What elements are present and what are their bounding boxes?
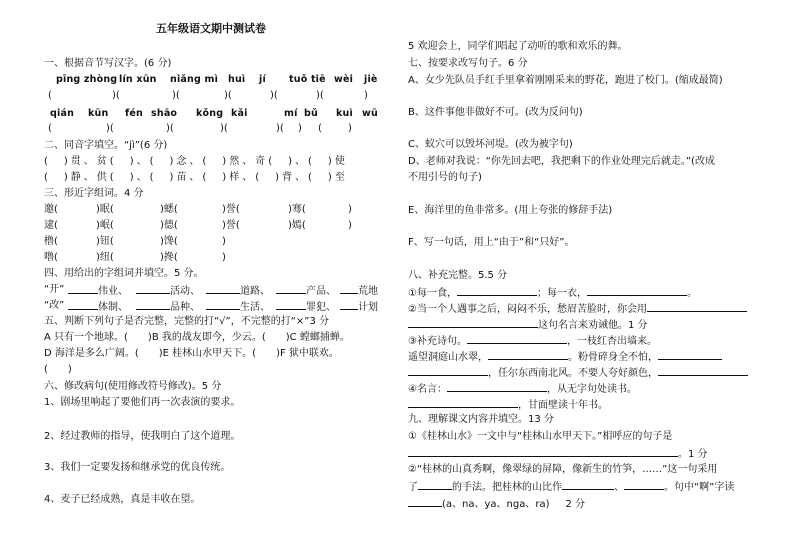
pinyin: shāo bbox=[151, 108, 178, 119]
char-cell: ) bbox=[348, 204, 352, 215]
blank-line[interactable] bbox=[276, 299, 306, 310]
pinyin: huì bbox=[228, 74, 246, 85]
answer-bracket: )( bbox=[220, 123, 228, 134]
fill-text: ；每一衣， bbox=[536, 288, 587, 299]
answer-bracket: ) bbox=[298, 123, 302, 134]
word-option: 伟业、 bbox=[98, 286, 128, 297]
section-6-heading: 六、修改病句(使用修改符号修改)。5 分 bbox=[44, 381, 222, 392]
homophone-row: ( )贯、贫( )、( )念、( )然、奇( )、( )使 bbox=[44, 156, 348, 167]
pinyin: mí bbox=[284, 108, 298, 119]
blank-line[interactable] bbox=[408, 317, 538, 328]
pinyin: jí bbox=[259, 74, 266, 85]
answer-bracket: )( bbox=[172, 90, 180, 101]
section-5-heading: 五、判断下列句子是否完整，完整的打“√”，不完整的打“×”3 分 bbox=[44, 316, 330, 327]
fill-text: ，任尔东西南北风。 bbox=[488, 368, 578, 379]
blank-line[interactable] bbox=[587, 285, 687, 296]
answer-bracket: )( bbox=[224, 90, 232, 101]
rewrite-task: E、海洋里的鱼非常多。(用上夸张的修辞手法) bbox=[408, 205, 613, 216]
answer-bracket: )( bbox=[112, 90, 120, 101]
pinyin: wū bbox=[362, 108, 378, 119]
char-cell: )德( bbox=[160, 220, 178, 231]
pinyin: jiè bbox=[364, 74, 378, 85]
blank-line[interactable] bbox=[136, 283, 170, 294]
comprehension-text: 。句中“啊”字读 bbox=[664, 482, 735, 493]
char-cell: 橹( bbox=[44, 236, 58, 247]
blank-line[interactable] bbox=[562, 479, 614, 490]
word-prefix: “开” bbox=[44, 284, 65, 295]
blank-line[interactable] bbox=[276, 283, 306, 294]
pinyin: fén bbox=[125, 108, 143, 119]
pinyin: kūn bbox=[88, 108, 109, 119]
word-prefix: “改” bbox=[44, 300, 65, 311]
char-cell: )嫣( bbox=[288, 220, 306, 231]
char-cell: ) bbox=[222, 236, 226, 247]
char-cell: )蟋( bbox=[160, 204, 178, 215]
fill-text: ①每一食， bbox=[408, 288, 457, 299]
word-option: 活动、 bbox=[170, 286, 200, 297]
blank-line[interactable] bbox=[68, 283, 98, 294]
fill-text: 。 bbox=[686, 288, 697, 299]
answer-bracket: )( bbox=[276, 123, 284, 134]
section-4-heading: 四、用给出的字组词并填空。5 分。 bbox=[44, 268, 204, 279]
blank-line[interactable] bbox=[408, 446, 678, 457]
pinyin: tuǒ tiē bbox=[289, 74, 326, 85]
blank-line[interactable] bbox=[658, 349, 722, 360]
blank-line[interactable] bbox=[624, 479, 664, 490]
blank-line[interactable] bbox=[408, 397, 518, 408]
word-option: 荒地 bbox=[358, 286, 378, 297]
answer-bracket: )( bbox=[106, 123, 114, 134]
exam-title: 五年级语文期中测试卷 bbox=[156, 22, 266, 35]
section-9-heading: 九、理解课文内容并填空。13 分 bbox=[408, 414, 554, 425]
fill-text: ③补充诗句。 bbox=[408, 336, 467, 347]
answer-bracket: )( bbox=[316, 90, 324, 101]
blank-line[interactable] bbox=[457, 285, 537, 296]
section-2-heading: 二、同音字填空。“jì”(6 分) bbox=[44, 140, 168, 151]
char-cell: )骞( bbox=[288, 204, 306, 215]
sick-sentence: 5 欢迎会上，同学们唱起了动听的歌和欢乐的舞。 bbox=[408, 41, 628, 52]
rewrite-task: A、女少先队员手红手里拿着刚刚采来的野花，跑进了校门。(缩成最简) bbox=[408, 75, 723, 86]
char-cell: 邀( bbox=[44, 204, 58, 215]
sick-sentence: 2、经过教师的指导，使我明白了这个道理。 bbox=[44, 431, 241, 442]
judgement-row: D 海洋是多么广阔。( )E 桂林山水甲天下。( )F 狱中联欢。 bbox=[44, 348, 339, 359]
pinyin: pīng zhòng bbox=[56, 74, 118, 85]
blank-line[interactable] bbox=[408, 496, 442, 507]
section-3-heading: 三、形近字组词。4 分 bbox=[44, 188, 144, 199]
pinyin: lín xūn bbox=[119, 74, 157, 85]
word-option: 体制、 bbox=[98, 302, 128, 313]
comprehension-text: ①《桂林山水》一文中与“桂林山水甲天下。”相呼应的句子是 bbox=[408, 431, 673, 442]
sick-sentence: 1、剧场里响起了要他们再一次表演的要求。 bbox=[44, 397, 241, 408]
blank-line[interactable] bbox=[68, 299, 98, 310]
char-cell: ) bbox=[222, 252, 226, 263]
comprehension-text: 2 分 bbox=[565, 499, 586, 510]
word-option: 品种、 bbox=[170, 302, 200, 313]
fill-text: 。粉骨碎身全不怕， bbox=[568, 352, 658, 363]
blank-line[interactable] bbox=[340, 283, 358, 294]
fill-text: 遥望洞庭山水翠， bbox=[408, 352, 488, 363]
fill-text: 不要人夸好颜色， bbox=[578, 368, 658, 379]
blank-line[interactable] bbox=[408, 365, 488, 376]
pinyin: kǒng bbox=[196, 108, 224, 119]
comprehension-text: ②“桂林的山真秀啊，像翠绿的屏障，像新生的竹笋，……”这一句采用 bbox=[408, 464, 718, 475]
rewrite-task: B、这件事他非做好不可。(改为反问句) bbox=[408, 107, 583, 118]
blank-line[interactable] bbox=[340, 299, 358, 310]
pinyin: qián bbox=[50, 108, 75, 119]
char-cell: )馋( bbox=[160, 236, 178, 247]
char-cell: ) bbox=[348, 220, 352, 231]
char-cell: )钮( bbox=[96, 236, 114, 247]
char-cell: 逮( bbox=[44, 220, 58, 231]
blank-line[interactable] bbox=[418, 479, 452, 490]
judgement-row: ( ) bbox=[44, 364, 72, 375]
fill-text: ，一枝红杏出墙来。 bbox=[566, 336, 657, 347]
word-option: 产品、 bbox=[306, 286, 336, 297]
rewrite-task: F、写一句话，用上“由于”和“只好”。 bbox=[408, 237, 575, 248]
word-option: 计划 bbox=[358, 302, 378, 313]
answer-bracket: ) bbox=[348, 123, 352, 134]
sick-sentence: 4、麦子已经成熟，真是丰收在望。 bbox=[44, 494, 201, 505]
blank-line[interactable] bbox=[488, 349, 568, 360]
judgement-row: A 只有一个地球。( )B 我的战友即今，少云。( )C 螳螂捕蝉。 bbox=[44, 332, 350, 343]
section-7-heading: 七、按要求改写句子。6 分 bbox=[408, 58, 528, 69]
char-cell: )纽( bbox=[96, 252, 114, 263]
blank-line[interactable] bbox=[206, 283, 240, 294]
answer-bracket: ) bbox=[364, 90, 368, 101]
char-cell: )岷( bbox=[96, 220, 114, 231]
sick-sentence: 3、我们一定要发扬和继承党的优良传统。 bbox=[44, 462, 231, 473]
blank-line[interactable] bbox=[136, 299, 170, 310]
pinyin: kuì bbox=[336, 108, 353, 119]
blank-line[interactable] bbox=[447, 381, 547, 392]
answer-bracket: ( bbox=[48, 90, 52, 101]
char-cell: )眠( bbox=[96, 204, 114, 215]
fill-text: 这句名言来劝诫他。1 分 bbox=[538, 320, 648, 331]
pinyin: bǔ bbox=[304, 108, 318, 119]
comprehension-text: 、 bbox=[614, 482, 624, 493]
blank-line[interactable] bbox=[206, 299, 240, 310]
fill-text: ，甘面壁读十年书。 bbox=[518, 400, 608, 411]
homophone-row: ( )静、供( )、( )苗、( )样、( )背、( )至 bbox=[44, 172, 348, 183]
answer-bracket: )( bbox=[166, 123, 174, 134]
section-8-heading: 八、补充完整。5.5 分 bbox=[408, 270, 508, 281]
fill-text: ④名言： bbox=[408, 384, 447, 395]
rewrite-task: D、老师对我说：“你先回去吧，我把剩下的作业处理完后就走。”(改成 bbox=[408, 156, 715, 167]
comprehension-text: 的手法。把桂林的山比作 bbox=[452, 482, 562, 493]
word-option: 生活、 bbox=[240, 302, 270, 313]
pinyin: niǎng mì bbox=[170, 74, 219, 85]
word-option: 道路、 bbox=[240, 286, 270, 297]
comprehension-text: 了 bbox=[408, 482, 418, 493]
char-cell: )誉( bbox=[222, 204, 240, 215]
fill-text: ，从无字句处读书。 bbox=[546, 384, 637, 395]
pinyin: kǎi bbox=[231, 108, 248, 119]
comprehension-text: 。1 分 bbox=[678, 449, 708, 460]
answer-bracket: ( bbox=[318, 123, 322, 134]
answer-bracket: ( bbox=[48, 123, 52, 134]
fill-text: ②当一个人遇事之后，闷闷不乐，愁眉苦脸时，你会用 bbox=[408, 304, 647, 315]
char-cell: 噜( bbox=[44, 252, 58, 263]
pinyin: wèi bbox=[334, 74, 354, 85]
word-option: 罪犯、 bbox=[306, 302, 336, 313]
section-1-heading: 一、根据音节写汉字。(6 分) bbox=[44, 58, 172, 69]
comprehension-text: (a、na、ya、nga、ra) bbox=[442, 499, 550, 510]
char-cell: )誉( bbox=[222, 220, 240, 231]
rewrite-task: C、蚁穴可以毁坏河堤。(改为被字句) bbox=[408, 139, 573, 150]
rewrite-task: 不用引号的句子) bbox=[408, 172, 482, 183]
char-cell: )搀( bbox=[160, 252, 178, 263]
blank-line[interactable] bbox=[647, 301, 747, 312]
blank-line[interactable] bbox=[467, 333, 567, 344]
answer-bracket: )( bbox=[270, 90, 278, 101]
blank-line[interactable] bbox=[658, 365, 748, 376]
